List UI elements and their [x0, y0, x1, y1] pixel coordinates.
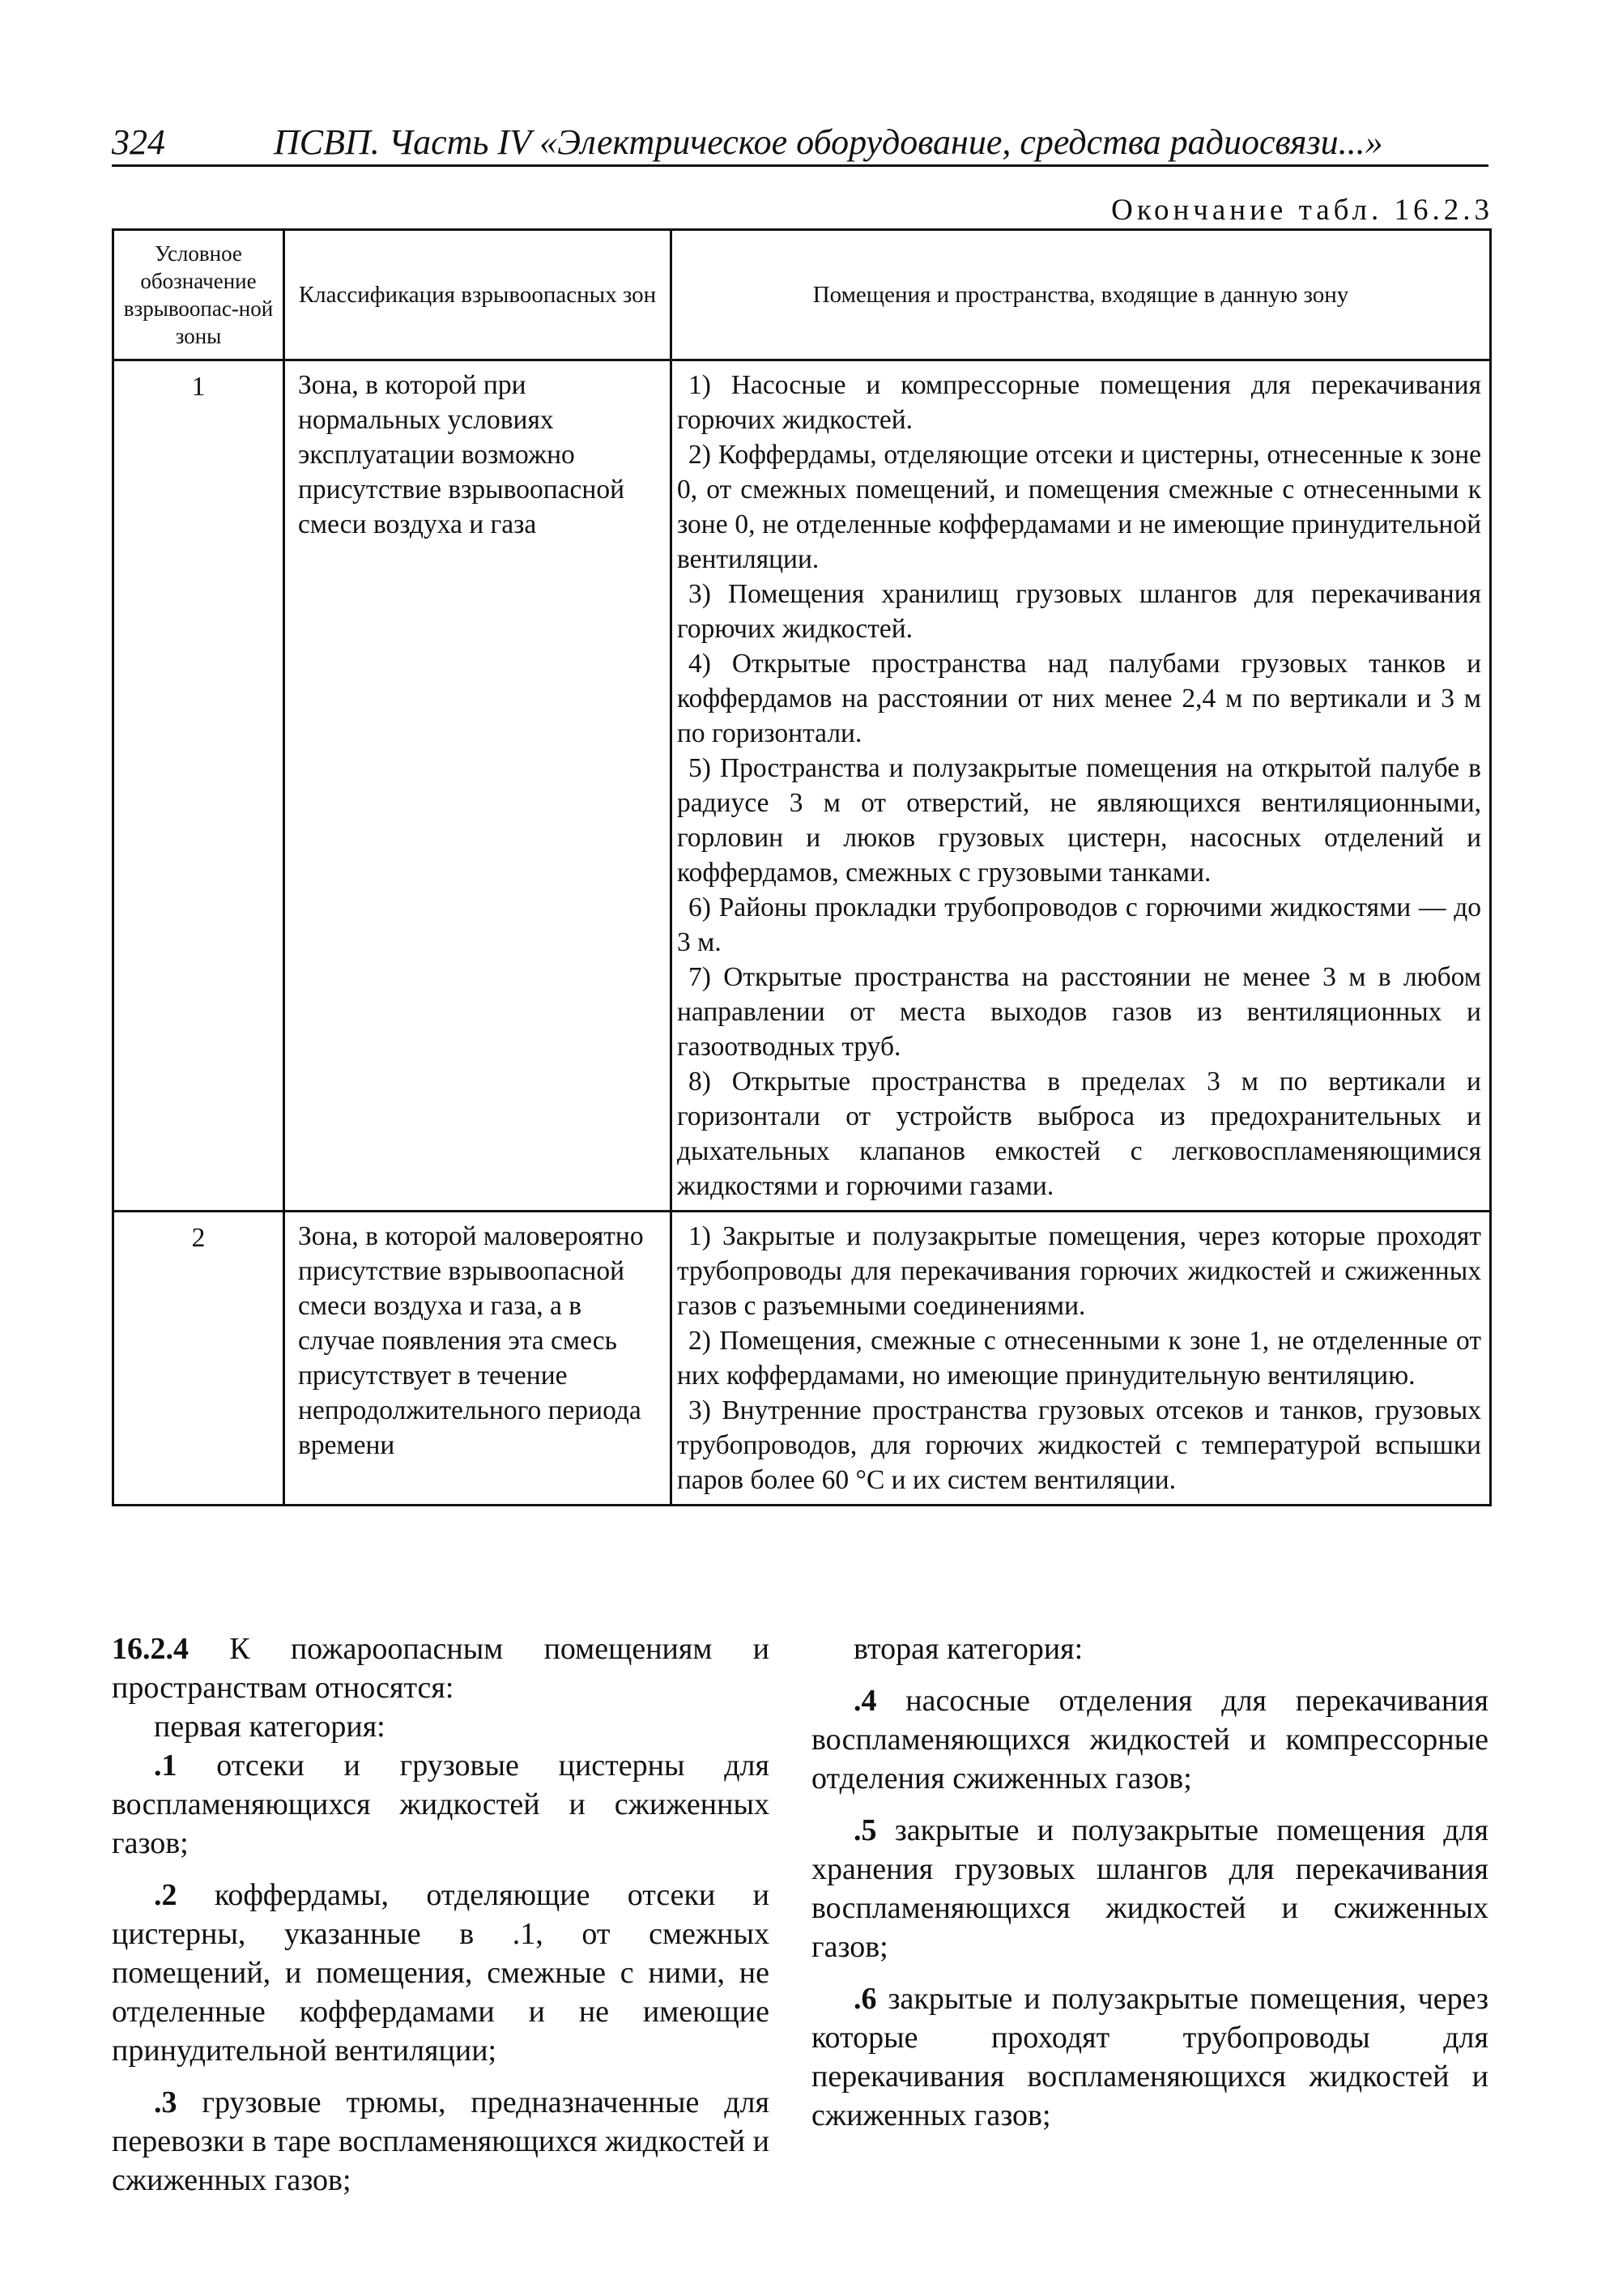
column-header-zone: Условное обозначение взрывоопас-ной зоны [113, 230, 284, 360]
list-item [811, 1681, 1488, 1798]
section-number: 16.2.4 [112, 1632, 189, 1666]
zone-classification: Зона, в которой маловероятно присутствие взрывоопасной смеси воздуха и газа, а в случае появления эта смесь присутствует в течение непродолжительного периода времени [284, 1212, 671, 1506]
place-item: 2) Коффердамы, отделяющие отсеки и цистерны, отнесенные к зоне 0, от смежных помещений, и помещения смежные с отнесенными к зоне 0, не отделенные коффердамами и не имеющие принудительной вентиляции. [677, 440, 1481, 574]
section-intro-text: К пожароопасным помещениям и пространствам относятся: [112, 1632, 770, 1705]
place-item: 2) Помещения, смежные с отнесенными к зоне 1, не отделенные от них коффердамами, но имеющие принудительную вентиляцию. [677, 1326, 1481, 1391]
column-header-classification: Классификация взрывоопасных зон [284, 230, 671, 360]
zone-classification: Зона, в которой при нормальных условиях эксплуатации возможно присутствие взрывоопасной смеси воздуха и газа [284, 360, 671, 1212]
table-row [113, 360, 1491, 1212]
text-column-left [112, 1629, 769, 2200]
page-number: 324 [112, 122, 165, 162]
item-text: закрытые и полузакрытые помещения для хранения грузовых шлангов для перекачивания воспламеняющихся жидкостей и сжиженных газов; [811, 1813, 1489, 1964]
place-item: 5) Пространства и полузакрытые помещения на открытой палубе в радиусе 3 м от отверстий, не являющихся вентиляционными, горловин и люков грузовых цистерн, насосных отделений и коффердамов, смежных с грузовыми танками. [677, 753, 1481, 888]
list-item [811, 1979, 1488, 2135]
place-item: 7) Открытые пространства на расстоянии не менее 3 м в любом направлении от места выходов газов из вентиляционных и газоотводных труб. [677, 962, 1481, 1062]
zone-number: 1 [113, 360, 284, 1212]
item-number: .4 [854, 1684, 877, 1718]
item-text: насосные отделения для перекачивания воспламеняющихся жидкостей и компрессорные отделения сжиженных газов; [811, 1684, 1488, 1795]
zone-places [671, 360, 1491, 1212]
item-text: грузовые трюмы, предназначенные для перевозки в таре воспламеняющихся жидкостей и сжиженных газов; [112, 2085, 769, 2197]
list-item [112, 1876, 769, 2070]
item-number: .2 [154, 1878, 177, 1912]
text-column-right [811, 1629, 1488, 2135]
place-item: 4) Открытые пространства над палубами грузовых танков и коффердамов на расстоянии от них менее 2,4 м по вертикали и 3 м по горизонтали. [677, 649, 1481, 748]
second-category-label: вторая категория: [854, 1632, 1084, 1666]
place-item: 1) Насосные и компрессорные помещения для перекачивания горючих жидкостей. [677, 370, 1481, 435]
section-intro [112, 1629, 769, 1707]
list-item [811, 1811, 1488, 1966]
place-item: 8) Открытые пространства в пределах 3 м по вертикали и горизонтали от устройств выброса из предохранительных и дыхательных клапанов емкостей с легковоспламеняющимися жидкостями и горючими газами. [677, 1067, 1481, 1201]
item-text: коффердамы, отделяющие отсеки и цистерны, указанные в .1, от смежных помещений, и помещения, смежные с ними, не отделенные коффердамами и не имеющие принудительной вентиляции; [112, 1878, 769, 2068]
header-rule [112, 164, 1488, 167]
running-title: ПСВП. Часть IV «Электрическое оборудование, средства радиосвязи...» [274, 122, 1383, 162]
table-header-row [113, 230, 1491, 360]
first-category-label: первая категория: [154, 1710, 385, 1744]
item-number: .1 [154, 1749, 177, 1783]
table-row [113, 1212, 1491, 1506]
list-item [112, 2083, 769, 2200]
column-header-places: Помещения и пространства, входящие в данную зону [671, 230, 1491, 360]
item-text: закрытые и полузакрытые помещения, через которые проходят трубопроводы для перекачивания воспламеняющихся жидкостей и сжиженных газов; [811, 1982, 1488, 2132]
running-header [112, 121, 1488, 170]
item-text: отсеки и грузовые цистерны для воспламеняющихся жидкостей и сжиженных газов; [112, 1749, 770, 1860]
place-item: 3) Помещения хранилищ грузовых шлангов для перекачивания горючих жидкостей. [677, 579, 1481, 644]
place-item: 3) Внутренние пространства грузовых отсеков и танков, грузовых трубопроводов, для горючих жидкостей с температурой вспышки паров более 60 °С и их систем вентиляции. [677, 1395, 1481, 1495]
zone-places [671, 1212, 1491, 1506]
zone-number: 2 [113, 1212, 284, 1506]
table-caption: Окончание табл. 16.2.3 [1111, 194, 1493, 227]
zones-table [112, 228, 1492, 1506]
item-number: .5 [854, 1813, 877, 1847]
place-item: 1) Закрытые и полузакрытые помещения, через которые проходят трубопроводы для перекачивания горючих жидкостей и сжиженных газов с разъемными соединениями. [677, 1221, 1481, 1321]
item-number: .3 [154, 2085, 177, 2119]
place-item: 6) Районы прокладки трубопроводов с горючими жидкостями — до 3 м. [677, 892, 1481, 957]
list-item [112, 1746, 769, 1863]
item-number: .6 [854, 1982, 877, 2016]
